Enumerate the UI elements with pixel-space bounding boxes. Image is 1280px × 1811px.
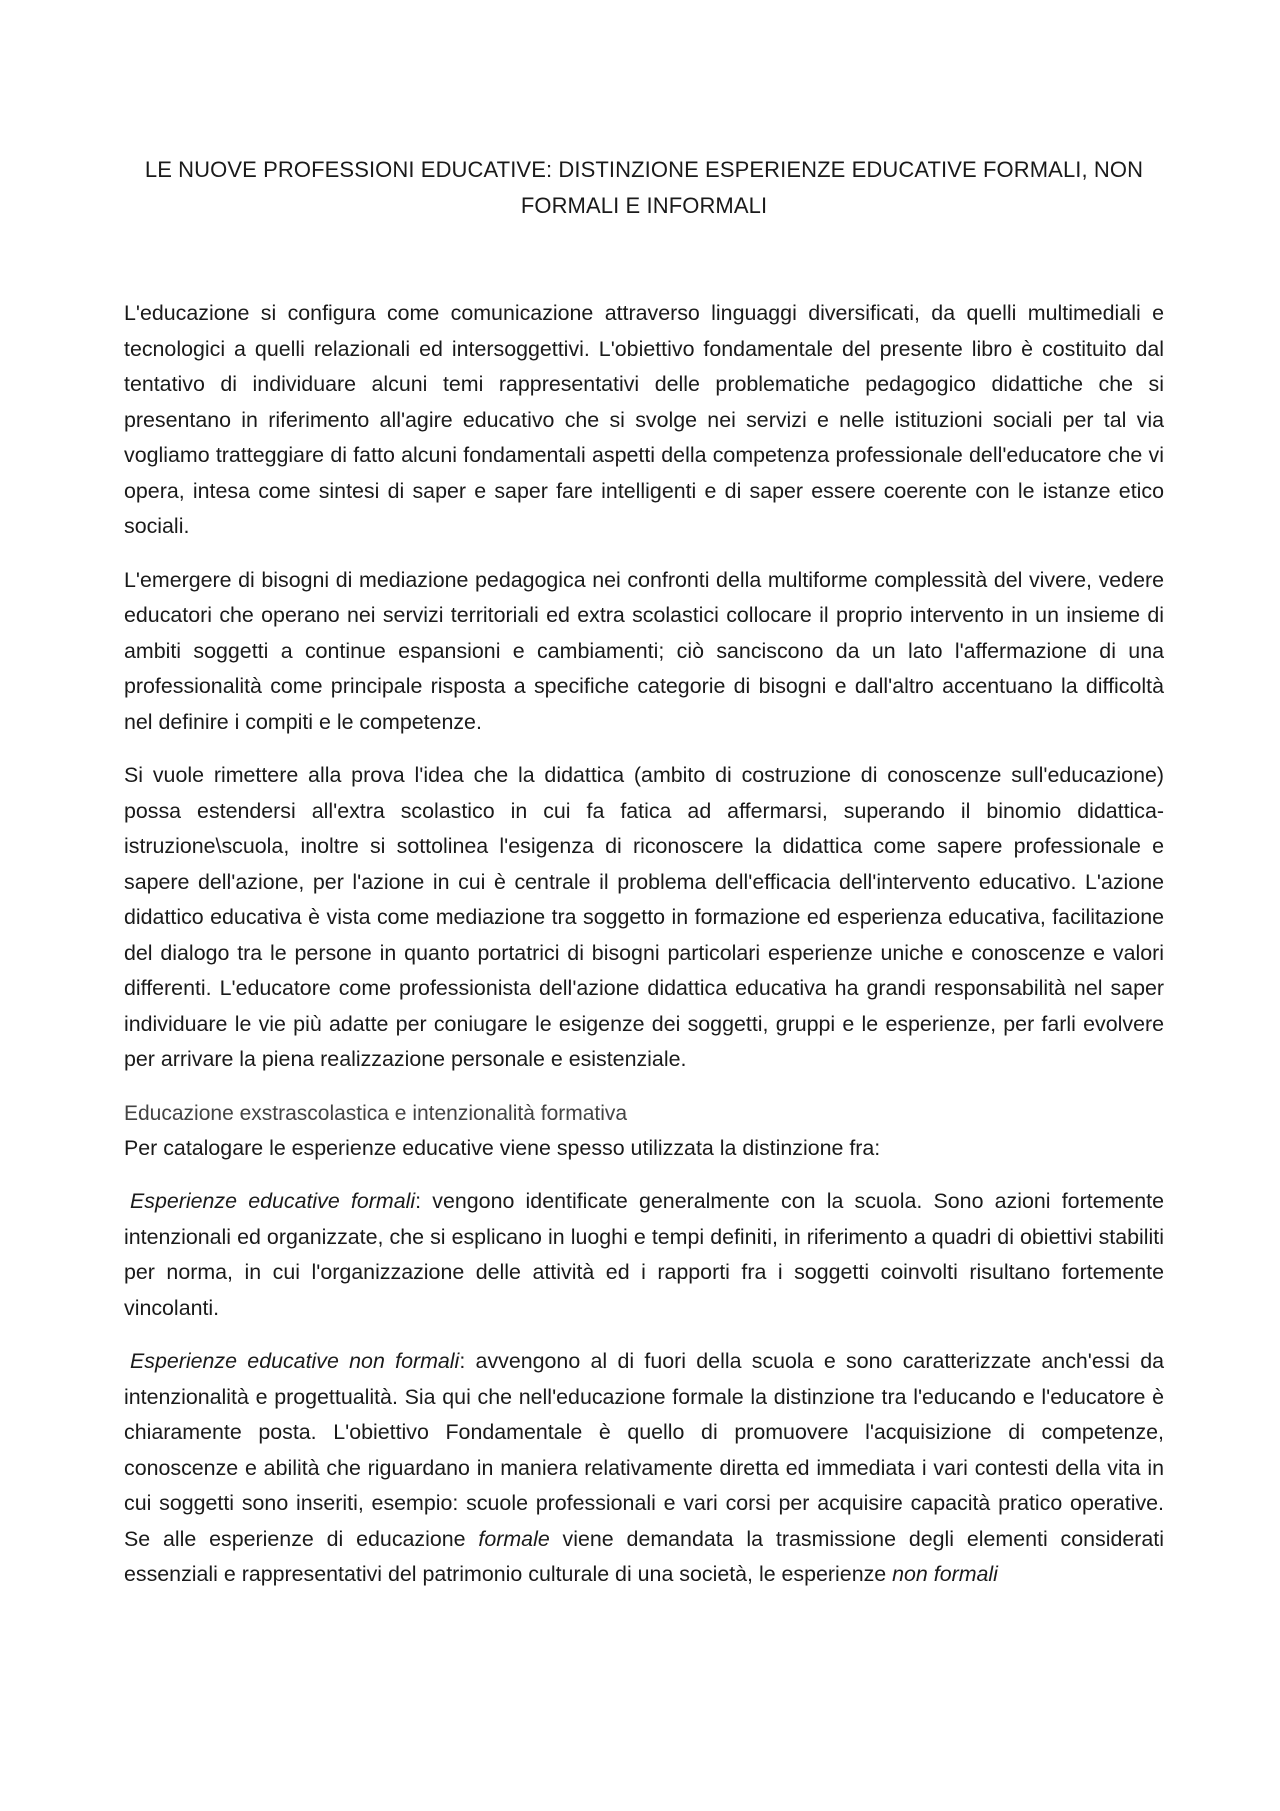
formal-experiences-paragraph [124, 1184, 1164, 1326]
paragraph: Si vuole rimettere alla prova l'idea che la didattica (ambito di costruzione di conoscenze sull'educazione) possa estendersi all'extra scolastico in cui fa fatica ad affermarsi, superando il binomio didattica- istruzione\scuola, inoltre si sottolinea l'esigenza di riconoscere la didattica come sapere professionale e sapere dell'azione, per l'azione in cui è centrale il problema dell'efficacia dell'intervento educativo. L'azione didattico educativa è vista come mediazione tra soggetto in formazione ed esperienza educativa, facilitazione del dialogo tra le persone in quanto portatrici di bisogni particolari esperienze uniche e conoscenze e valori differenti. L'educatore come professionista dell'azione didattica educativa ha grandi responsabilità nel saper individuare le vie più adatte per coniugare le esigenze dei soggetti, gruppi e le esperienze, per farli evolvere per arrivare la piena realizzazione personale e esistenziale. [124, 763, 1164, 1071]
formal-text: : vengono identificate generalmente con la scuola. Sono azioni fortemente intenzionali ed organizzate, che si esplicano in luoghi e tempi definiti, in riferimento a quadri di obiettivi stabiliti per norma, in cui l'organizzazione delle attività ed i rapporti fra i soggetti coinvolti risultano fortemente vincolanti. [124, 1189, 1164, 1320]
paragraph: L'emergere di bisogni di mediazione pedagogica nei confronti della multiforme complessità del vivere, vedere educatori che operano nei servizi territoriali ed extra scolastici collocare il proprio intervento in un insieme di ambiti soggetti a continue espansioni e cambiamenti; ciò sanciscono da un lato l'affermazione di una professionalità come principale risposta a specifiche categorie di bisogni e dall'altro accentuano la difficoltà nel definire i compiti e le competenze. [124, 567, 1164, 734]
nonformal-term: Esperienze educative non formali [130, 1349, 460, 1373]
nonformal-text-b: viene demandata la trasmissione degli elementi considerati essenziali e rappresentativi del patrimonio culturale di una società, le esperienze [124, 1526, 1164, 1586]
intro-sentence: Per catalogare le esperienze educative viene spesso utilizzata la distinzione fra: [124, 1135, 881, 1160]
section-subheading: Educazione exstrascolastica e intenzionalità formativa [124, 1101, 628, 1125]
document-title: LE NUOVE PROFESSIONI EDUCATIVE: DISTINZIONE ESPERIENZE EDUCATIVE FORMALI, NON FORMALI E INFORMALI [144, 157, 1144, 218]
paragraph: L'educazione si configura come comunicazione attraverso linguaggi diversificati, da quelli multimediali e tecnologici a quelli relazionali ed intersoggettivi. L'obiettivo fondamentale del presente libro è costituito dal tentativo di individuare alcuni temi rappresentativi delle problematiche pedagogico didattiche che si presentano in riferimento all'agire educativo che si svolge nei servizi e nelle istituzioni sociali per tal via vogliamo tratteggiare di fatto alcuni fondamentali aspetti della competenza professionale dell'educatore che vi opera, intesa come sintesi di saper e saper fare intelligenti e di saper essere coerente con le istanze etico sociali. [124, 301, 1164, 538]
nonformal-experiences-paragraph [124, 1344, 1164, 1593]
nonformal-text-a: : avvengono al di fuori della scuola e sono caratterizzate anch'essi da intenzionalità e progettualità. Sia qui che nell'educazione formale la distinzione tra l'educando e l'educatore è chiaramente posta. L'obiettivo Fondamentale è quello di promuovere l'acquisizione di competenze, conoscenze e abilità che riguardano in maniera relativamente diretta ed immediata i vari contesti della vita in cui soggetti sono inseriti, esempio: scuole professionali e vari corsi per acquisire capacità pratico operative. Se alle esperienze di educazione [124, 1349, 1164, 1551]
formal-term: Esperienze educative formali [130, 1189, 416, 1213]
document-body [124, 296, 1164, 1611]
nonformal-emphasis-non-formali: non formali [892, 1562, 998, 1586]
nonformal-emphasis-formale: formale [478, 1526, 550, 1551]
